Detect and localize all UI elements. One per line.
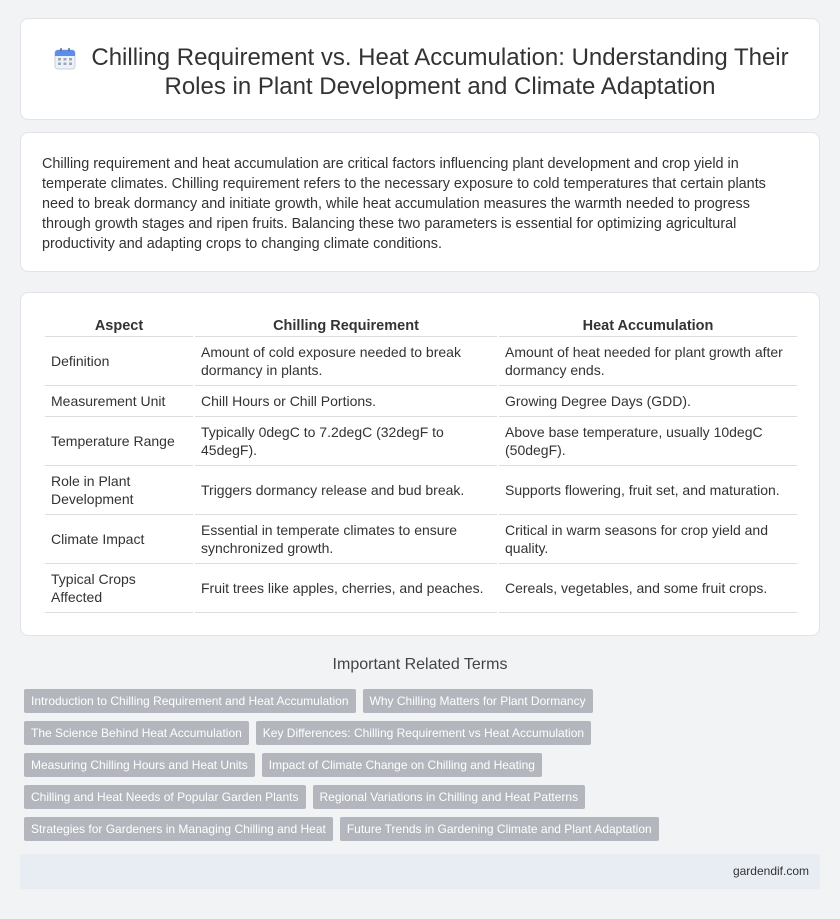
- table-cell-heat: Cereals, vegetables, and some fruit crops.: [499, 564, 797, 613]
- column-header-aspect: Aspect: [45, 315, 193, 337]
- comparison-card: [20, 292, 820, 636]
- table-cell-chilling: Chill Hours or Chill Portions.: [195, 386, 497, 417]
- table-cell-heat: Amount of heat needed for plant growth after dormancy ends.: [499, 337, 797, 386]
- related-term-tag[interactable]: Why Chilling Matters for Plant Dormancy: [363, 689, 593, 713]
- related-term-tag[interactable]: Key Differences: Chilling Requirement vs Heat Accumulation: [256, 721, 591, 745]
- table-row: [45, 466, 797, 515]
- related-term-tag[interactable]: Strategies for Gardeners in Managing Chilling and Heat: [24, 817, 333, 841]
- table-cell-heat: Critical in warm seasons for crop yield and quality.: [499, 515, 797, 564]
- footer: [20, 854, 820, 889]
- table-cell-chilling: Amount of cold exposure needed to break dormancy in plants.: [195, 337, 497, 386]
- table-row: [45, 515, 797, 564]
- table-row: [45, 337, 797, 386]
- table-row: [45, 417, 797, 466]
- table-row: [45, 386, 797, 417]
- title-card: [20, 18, 820, 120]
- comparison-table: [43, 315, 799, 613]
- table-header-row: [45, 315, 797, 337]
- table-cell-chilling: Triggers dormancy release and bud break.: [195, 466, 497, 515]
- table-cell-chilling: Fruit trees like apples, cherries, and peaches.: [195, 564, 497, 613]
- table-cell-heat: Growing Degree Days (GDD).: [499, 386, 797, 417]
- footer-site-link[interactable]: gardendif.com: [732, 864, 809, 878]
- related-term-tag[interactable]: Future Trends in Gardening Climate and Plant Adaptation: [340, 817, 659, 841]
- table-cell-aspect: Role in Plant Development: [45, 466, 193, 515]
- table-cell-aspect: Temperature Range: [45, 417, 193, 466]
- table-cell-aspect: Climate Impact: [45, 515, 193, 564]
- table-cell-heat: Supports flowering, fruit set, and maturation.: [499, 466, 797, 515]
- table-row: [45, 564, 797, 613]
- related-term-tag[interactable]: Introduction to Chilling Requirement and Heat Accumulation: [24, 689, 356, 713]
- intro-paragraph: Chilling requirement and heat accumulation are critical factors influencing plant development and crop yield in temperate climates. Chilling requirement refers to the necessary exposure to cold temperatures that certain plants need to break dormancy and initiate growth, while heat accumulation measures the warmth needed to progress through growth stages and ripen fruits. Balancing these two parameters is essential for optimizing agricultural productivity and adapting crops to changing climate conditions.: [42, 156, 766, 252]
- related-term-tag[interactable]: The Science Behind Heat Accumulation: [24, 721, 249, 745]
- table-cell-aspect: Definition: [45, 337, 193, 386]
- column-header-heat: Heat Accumulation: [499, 315, 797, 337]
- table-cell-chilling: Typically 0degC to 7.2degC (32degF to 45degF).: [195, 417, 497, 466]
- table-cell-chilling: Essential in temperate climates to ensure synchronized growth.: [195, 515, 497, 564]
- related-term-tag[interactable]: Regional Variations in Chilling and Heat Patterns: [313, 785, 586, 809]
- page-title: Chilling Requirement vs. Heat Accumulation: Understanding Their Roles in Plant Development and Climate Adaptation: [91, 44, 789, 100]
- intro-card: [20, 132, 820, 272]
- related-term-tag[interactable]: Impact of Climate Change on Chilling and Heating: [262, 753, 542, 777]
- related-terms-list: [24, 689, 824, 849]
- table-cell-heat: Above base temperature, usually 10degC (50degF).: [499, 417, 797, 466]
- related-terms-title: Important Related Terms: [332, 656, 508, 673]
- related-term-tag[interactable]: Chilling and Heat Needs of Popular Garden Plants: [24, 785, 306, 809]
- table-cell-aspect: Measurement Unit: [45, 386, 193, 417]
- column-header-chilling: Chilling Requirement: [195, 315, 497, 337]
- related-term-tag[interactable]: Measuring Chilling Hours and Heat Units: [24, 753, 255, 777]
- table-cell-aspect: Typical Crops Affected: [45, 564, 193, 613]
